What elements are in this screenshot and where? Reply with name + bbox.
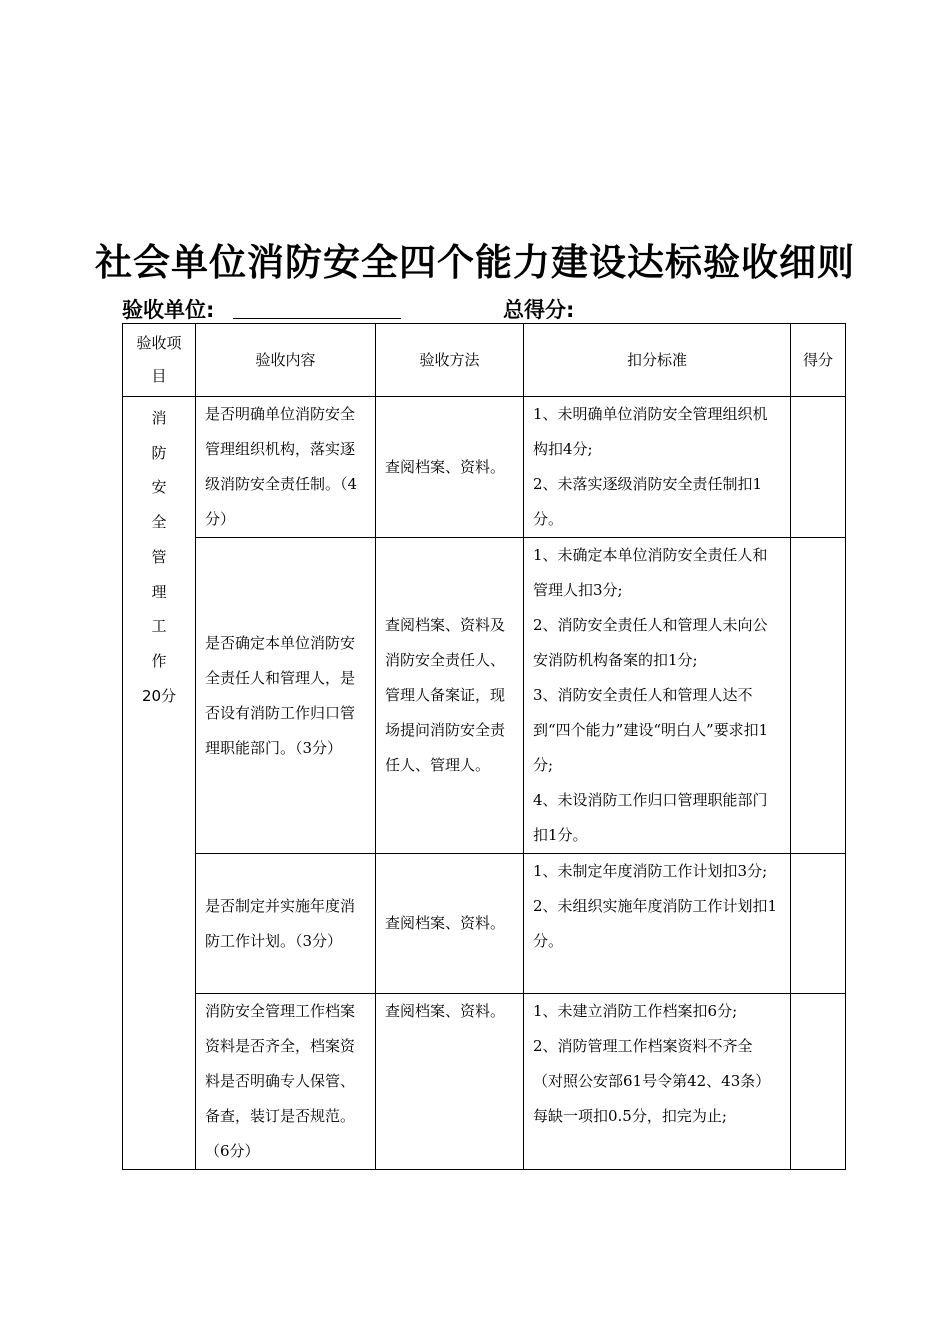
method-cell: 查阅档案、资料。 [376,994,524,1170]
header-criteria: 扣分标准 [524,324,791,397]
table-header-row [123,324,846,397]
category-char: 安 [151,478,167,497]
criteria-item: 4、未设消防工作归口管理职能部门扣1分。 [533,791,768,844]
header-score: 得分 [791,324,846,397]
content-cell: 是否明确单位消防安全管理组织机构，落实逐级消防安全责任制。（4分） [196,397,376,538]
category-cell [123,397,196,1170]
category-score: 20分 [141,686,177,705]
category-char: 防 [151,443,167,462]
criteria-item: 1、未制定年度消防工作计划扣3分; [533,862,768,880]
criteria-item: 2、消防安全责任人和管理人未向公安消防机构备案的扣1分; [533,616,768,669]
criteria-item: 3、消防安全责任人和管理人达不到“四个能力”建设“明白人”要求扣1分; [533,686,769,774]
criteria-cell [524,854,791,994]
method-cell: 查阅档案、资料。 [376,854,524,994]
header-content: 验收内容 [196,324,376,397]
header-method: 验收方法 [376,324,524,397]
content-cell: 是否制定并实施年度消防工作计划。（3分） [196,854,376,994]
category-char: 作 [151,651,167,670]
content-cell: 消防安全管理工作档案资料是否齐全，档案资料是否明确专人保管、备查，装订是否规范。（6分） [196,994,376,1170]
score-cell [791,538,846,854]
score-cell [791,994,846,1170]
criteria-item: 2、未落实逐级消防安全责任制扣1分。 [533,475,763,528]
criteria-item: 1、未确定本单位消防安全责任人和管理人扣3分; [533,546,768,599]
table-row [123,994,846,1170]
method-cell: 查阅档案、资料及消防安全责任人、管理人备案证，现场提问消防安全责任人、管理人。 [376,538,524,854]
acceptance-unit-label: 验收单位: [122,298,215,322]
score-cell [791,397,846,538]
table-row [123,854,846,994]
header-item: 验收项目 [123,324,196,397]
acceptance-unit-blank-line [233,318,401,319]
criteria-item: 1、未建立消防工作档案扣6分; [533,1002,738,1020]
total-score-label: 总得分: [503,298,575,322]
content-cell: 是否确定本单位消防安全责任人和管理人，是否设有消防工作归口管理职能部门。（3分） [196,538,376,854]
category-char: 管 [151,547,167,566]
category-char: 工 [151,617,167,636]
criteria-cell [524,538,791,854]
category-char: 消 [151,409,167,427]
method-cell: 查阅档案、资料。 [376,397,524,538]
criteria-item: 1、未明确单位消防安全管理组织机构扣4分; [533,405,768,458]
table-row [123,538,846,854]
category-char: 全 [151,513,167,532]
category-char: 理 [151,582,167,601]
table-row [123,397,846,538]
document-title: 社会单位消防安全四个能力建设达标验收细则 [95,241,855,284]
score-cell [791,854,846,994]
criteria-cell [524,994,791,1170]
criteria-cell [524,397,791,538]
acceptance-table [122,323,846,1170]
criteria-item: 2、未组织实施年度消防工作计划扣1分。 [533,897,778,950]
criteria-item: 2、消防管理工作档案资料不齐全（对照公安部61号令第42、43条）每缺一项扣0.5分，扣完为止; [533,1037,771,1125]
